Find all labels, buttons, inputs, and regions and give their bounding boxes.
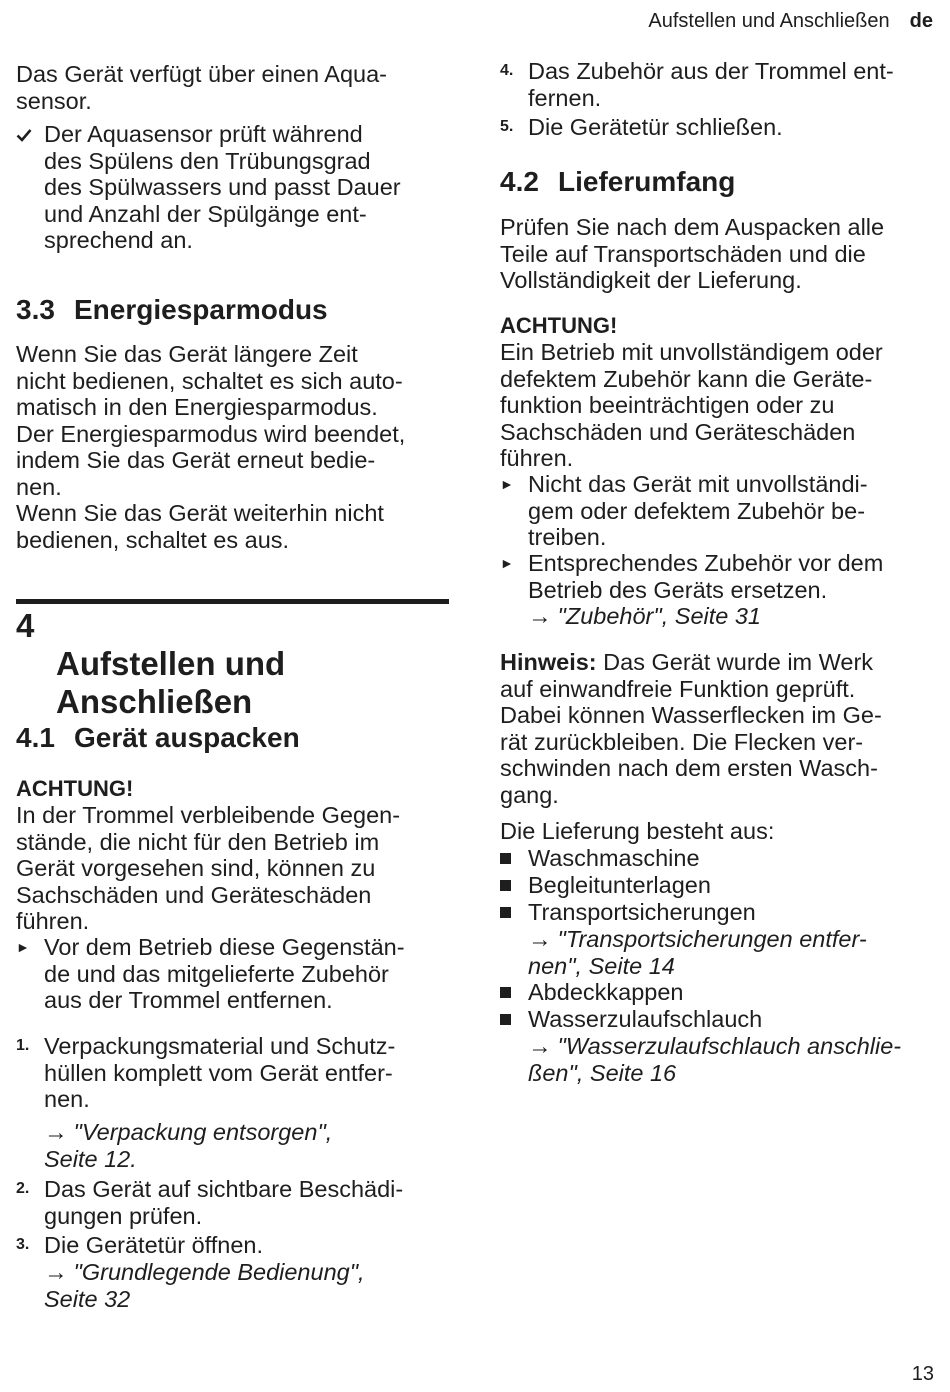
heading-4-2-title: Lieferumfang <box>558 166 736 197</box>
heading-4-2-number: 4.2 <box>500 166 539 197</box>
chapter-rule <box>16 599 449 604</box>
step-1-text: Verpackungsmaterial und Schutz- hüllen komplett vom Gerät entfer- nen. <box>44 1033 396 1112</box>
caution-action-item-1 <box>500 471 950 551</box>
delivery-list-intro: Die Lieferung besteht aus: <box>500 818 775 844</box>
caution-action-1-text: Nicht das Gerät mit unvollständi- gem oder defektem Zubehör be- treiben. <box>528 471 868 550</box>
heading-3-3-title: Energiesparmodus <box>74 294 328 325</box>
reference-arrow-icon: → <box>528 1033 552 1059</box>
caution-action-text: Vor dem Betrieb diese Gegenstän- de und das mitgelieferte Zubehör aus der Trommel entfernen. <box>44 934 405 1013</box>
note-text: Das Gerät wurde im Werk auf einwandfreie Funktion geprüft. Dabei können Wasserflecken im Ge- rät zurückbleiben. Die Flecken ver- schwinden nach dem ersten Wasch- gang. <box>500 649 882 808</box>
delivery-list-item <box>500 845 950 872</box>
delivery-list-item <box>500 872 950 899</box>
note-paragraph <box>500 649 882 808</box>
delivery-list-item <box>500 899 950 926</box>
delivery-item-2-text: Begleitunterlagen <box>528 872 711 898</box>
caution-action-2-text: Entsprechendes Zubehör vor dem Betrieb des Geräts ersetzen. <box>528 550 884 603</box>
triangle-bullet-icon: ► <box>500 476 514 492</box>
triangle-bullet-icon: ► <box>16 939 30 955</box>
square-bullet-icon <box>500 845 524 874</box>
heading-4-1-number: 4.1 <box>16 722 55 753</box>
square-bullet-icon <box>500 899 524 928</box>
step-5-text: Die Gerätetür schließen. <box>528 114 783 140</box>
heading-3-3-number: 3.3 <box>16 294 55 325</box>
delivery-item-1-text: Waschmaschine <box>528 845 700 871</box>
reference-arrow-icon: → <box>528 603 552 629</box>
step-1 <box>16 1033 476 1113</box>
accessory-reference[interactable] <box>528 603 761 630</box>
note-label: Hinweis: <box>500 649 597 675</box>
delivery-list-item <box>500 979 950 1006</box>
caution-label: ACHTUNG! <box>500 313 618 338</box>
step-3-number: 3. <box>16 1236 30 1253</box>
reference-arrow-icon: → <box>44 1119 68 1145</box>
step-3 <box>16 1232 476 1259</box>
energy-saving-paragraph: Wenn Sie das Gerät längere Zeit nicht bedienen, schaltet es sich auto- matisch in den Energiesparmodus. Der Energiesparmodus wird beendet, indem Sie das Gerät erneut bedie- nen. Wenn Sie das Gerät weiterhin nicht bedienen, schaltet es aus. <box>16 341 406 553</box>
step-3-reference[interactable] <box>44 1259 365 1312</box>
step-2 <box>16 1176 476 1229</box>
header-language-code: de <box>909 10 933 32</box>
square-bullet-icon <box>500 872 524 901</box>
heading-4-1-title: Gerät auspacken <box>74 722 300 753</box>
caution-action-item-2 <box>500 550 950 603</box>
delivery-list-item <box>500 1006 950 1033</box>
reference-arrow-icon: → <box>44 1259 68 1285</box>
heading-4-1 <box>16 722 448 754</box>
delivery-check-paragraph: Prüfen Sie nach dem Auspacken alle Teile auf Transportschäden und die Vollständigkeit der Lieferung. <box>500 214 885 293</box>
step-1-reference-text: "Verpackung entsorgen", Seite 12. <box>44 1119 333 1172</box>
heading-4-2 <box>500 166 930 198</box>
chapter-4-number: 4 <box>16 607 35 644</box>
aquasensor-check-text: Der Aquasensor prüft während des Spülens den Trübungsgrad des Spülwassers und passt Dauer und Anzahl der Spülgänge ent- sprechend an. <box>44 121 401 253</box>
step-2-text: Das Gerät auf sichtbare Beschädi- gungen prüfen. <box>44 1176 404 1229</box>
aquasensor-intro: Das Gerät verfügt über einen Aqua- sensor. <box>16 61 387 114</box>
step-3-text: Die Gerätetür öffnen. <box>44 1232 264 1258</box>
heading-3-3 <box>16 294 448 326</box>
caution-text: Ein Betrieb mit unvollständigem oder defektem Zubehör kann die Geräte- funktion beeinträchtigen oder zu Sachschäden und Geräteschäden führen. <box>500 339 883 471</box>
step-5-number: 5. <box>500 118 514 135</box>
check-icon <box>16 121 40 152</box>
square-bullet-icon <box>500 979 524 1008</box>
water-hose-reference-text: "Wasserzulaufschlauch anschlie- ßen", Seite 16 <box>528 1033 902 1086</box>
step-4-text: Das Zubehör aus der Trommel ent- fernen. <box>528 58 894 111</box>
chapter-4-heading <box>16 607 448 721</box>
caution-action-item <box>16 934 476 1014</box>
header-section-title: Aufstellen und Anschließen <box>648 10 890 32</box>
aquasensor-check-item <box>16 121 476 254</box>
water-hose-reference[interactable] <box>528 1033 901 1086</box>
step-5 <box>500 114 950 141</box>
caution-text: In der Trommel verbleibende Gegen- stände, die nicht für den Betrieb im Gerät vorgesehen sind, können zu Sachschäden und Geräteschäden führen. <box>16 802 401 934</box>
step-1-reference[interactable] <box>44 1119 332 1172</box>
page-number: 13 <box>911 1363 934 1385</box>
transport-lock-reference-text: "Transportsicherungen entfer- nen", Seite 14 <box>528 926 867 979</box>
transport-lock-reference[interactable] <box>528 926 867 979</box>
step-4 <box>500 58 950 111</box>
reference-arrow-icon: → <box>528 926 552 952</box>
step-2-number: 2. <box>16 1180 30 1197</box>
step-3-reference-text: "Grundlegende Bedienung", Seite 32 <box>44 1259 365 1312</box>
delivery-item-5-text: Wasserzulaufschlauch <box>528 1006 763 1032</box>
caution-label: ACHTUNG! <box>16 776 134 801</box>
step-1-number: 1. <box>16 1037 30 1054</box>
delivery-item-3-text: Transportsicherungen <box>528 899 756 925</box>
accessory-reference-text: "Zubehör", Seite 31 <box>557 603 762 629</box>
chapter-4-title: Aufstellen und Anschließen <box>56 645 286 720</box>
step-4-number: 4. <box>500 62 514 79</box>
running-header <box>648 7 933 35</box>
triangle-bullet-icon: ► <box>500 555 514 571</box>
delivery-item-4-text: Abdeckkappen <box>528 979 684 1005</box>
square-bullet-icon <box>500 1006 524 1035</box>
